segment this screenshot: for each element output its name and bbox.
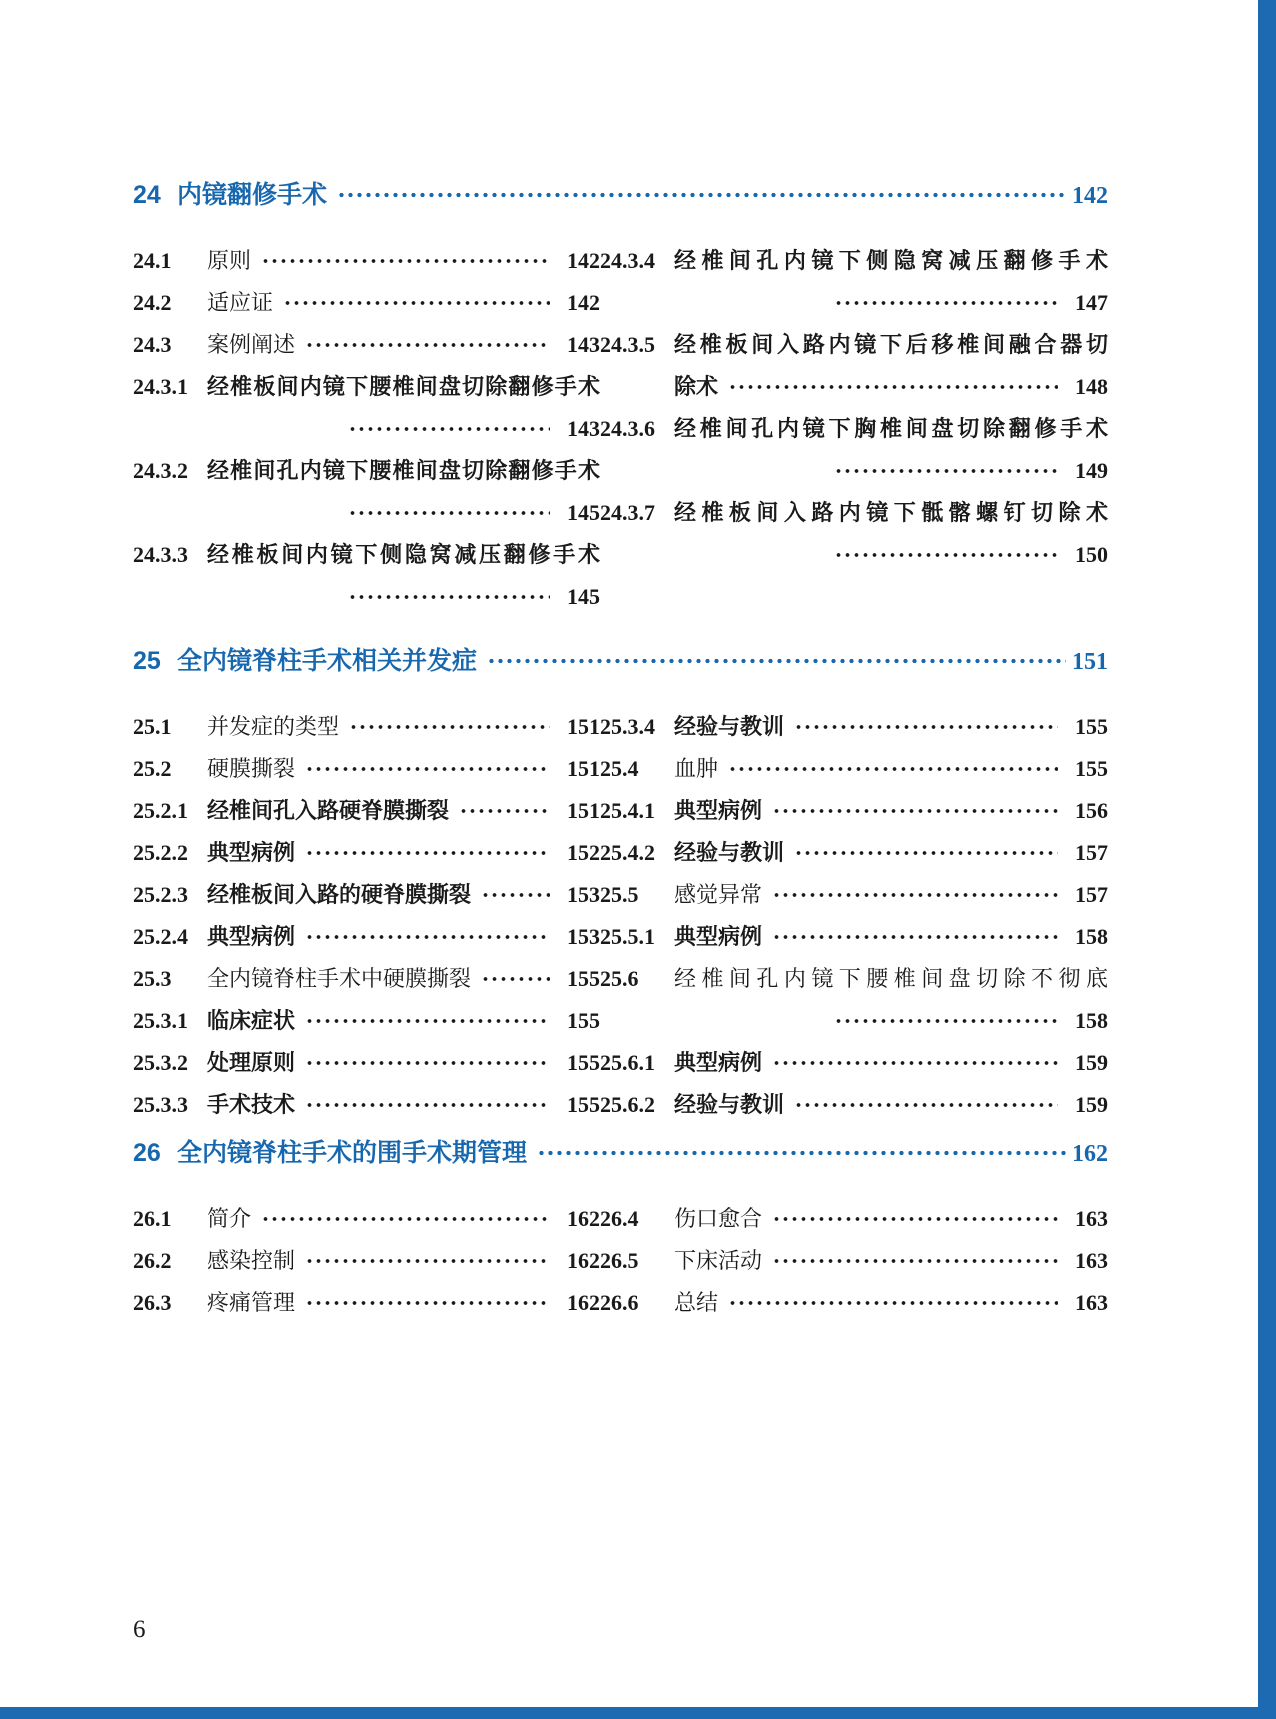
chapter-leader-dots (537, 1146, 1066, 1160)
leader-dots (305, 1297, 550, 1309)
leader-dots (305, 1015, 550, 1027)
entry-title: 经椎板间入路内镜下后移椎间融合器切 (674, 332, 1108, 357)
entry-page-number: 163 (1075, 1248, 1108, 1273)
toc-columns (133, 706, 1108, 1126)
entry-number: 25.2.4 (133, 924, 188, 949)
entry-page-number: 158 (1075, 924, 1108, 949)
toc-entry-continuation (600, 1000, 1108, 1042)
chapter-page-number: 162 (1072, 1141, 1108, 1167)
leader-dots (305, 1255, 550, 1267)
leader-dots (481, 973, 550, 985)
entry-page-number: 152 (567, 840, 600, 865)
leader-dots (794, 721, 1058, 733)
toc-column-left (133, 240, 600, 618)
entry-number: 25.3.3 (133, 1092, 188, 1117)
toc-chapter (133, 1136, 1108, 1324)
toc-entry (600, 706, 1108, 748)
entry-title: 经椎板间内镜下侧隐窝减压翻修手术 (207, 542, 600, 567)
toc-entry (600, 1198, 1108, 1240)
entry-title: 典型病例 (207, 840, 296, 865)
leader-dots (261, 1213, 550, 1225)
leader-dots (305, 931, 550, 943)
entry-page-number: 158 (1075, 1008, 1108, 1033)
toc-entry-continuation (600, 534, 1108, 576)
chapter-heading (133, 1136, 1108, 1170)
leader-dots (728, 381, 1058, 393)
toc-entry (133, 916, 600, 958)
entry-page-number: 159 (1075, 1092, 1108, 1117)
toc-entry (600, 492, 1108, 534)
entry-title: 疼痛管理 (207, 1290, 296, 1315)
entry-title: 处理原则 (207, 1050, 296, 1075)
toc-entry-continuation (133, 408, 600, 450)
toc-entry (600, 916, 1108, 958)
entry-page-number: 157 (1075, 840, 1108, 865)
entry-page-number: 155 (1075, 714, 1108, 739)
entry-title: 经椎板间内镜下腰椎间盘切除翻修手术 (207, 374, 600, 399)
entry-title: 案例阐述 (207, 332, 296, 357)
entry-title: 典型病例 (674, 1050, 763, 1075)
entry-page-number: 155 (567, 1008, 600, 1033)
toc-entry (600, 1042, 1108, 1084)
entry-number: 24.1 (133, 248, 172, 273)
entry-page-number: 142 (567, 248, 600, 273)
entry-page-number: 153 (567, 924, 600, 949)
leader-dots (794, 1099, 1058, 1111)
entry-title: 手术技术 (207, 1092, 296, 1117)
toc-entry (600, 240, 1108, 282)
entry-number: 26.1 (133, 1206, 172, 1231)
toc-entry-continuation (600, 450, 1108, 492)
leader-dots (728, 763, 1058, 775)
entry-title: 原则 (207, 248, 252, 273)
toc-entry (600, 324, 1108, 366)
chapter-number: 24 (133, 181, 161, 209)
toc-entry-continuation (133, 576, 600, 618)
entry-title: 下床活动 (674, 1248, 763, 1273)
table-of-contents (133, 178, 1108, 1324)
entry-number: 24.3.1 (133, 374, 188, 399)
entry-page-number: 162 (567, 1248, 600, 1273)
toc-column-right (600, 706, 1108, 1126)
entry-title: 经椎板间入路的硬脊膜撕裂 (207, 882, 472, 907)
entry-title: 总结 (674, 1290, 719, 1315)
entry-number: 24.3.7 (600, 500, 655, 525)
toc-entry (600, 1282, 1108, 1324)
entry-number: 24.3.6 (600, 416, 655, 441)
entry-title: 感觉异常 (674, 882, 763, 907)
toc-entry (600, 874, 1108, 916)
entry-title: 血肿 (674, 756, 719, 781)
page-number: 6 (133, 1616, 146, 1643)
entry-title: 经验与教训 (674, 1092, 785, 1117)
entry-page-number: 163 (1075, 1206, 1108, 1231)
entry-title: 典型病例 (674, 924, 763, 949)
leader-dots (728, 1297, 1058, 1309)
chapter-leader-dots (337, 188, 1066, 202)
leader-dots (261, 255, 550, 267)
toc-entry (133, 748, 600, 790)
toc-entry (600, 748, 1108, 790)
toc-entry-continuation (600, 366, 1108, 408)
leader-dots (772, 889, 1058, 901)
entry-page-number: 145 (567, 584, 600, 609)
toc-entry (133, 282, 600, 324)
toc-entry-continuation (600, 282, 1108, 324)
toc-entry (133, 706, 600, 748)
leader-dots (348, 507, 550, 519)
entry-number: 24.3.5 (600, 332, 655, 357)
entry-title: 简介 (207, 1206, 252, 1231)
leader-dots (348, 591, 550, 603)
entry-number: 25.5 (600, 882, 639, 907)
entry-title: 经验与教训 (674, 714, 785, 739)
leader-dots (772, 931, 1058, 943)
leader-dots (834, 549, 1058, 561)
leader-dots (834, 1015, 1058, 1027)
entry-title: 并发症的类型 (207, 714, 340, 739)
toc-entry (600, 1084, 1108, 1126)
toc-entry (133, 1198, 600, 1240)
entry-number: 25.4.2 (600, 840, 655, 865)
toc-entry (600, 832, 1108, 874)
leader-dots (834, 465, 1058, 477)
entry-page-number: 147 (1075, 290, 1108, 315)
toc-column-left (133, 706, 600, 1126)
chapter-number: 25 (133, 647, 161, 675)
leader-dots (348, 423, 550, 435)
leader-dots (772, 1057, 1058, 1069)
entry-number: 25.3.1 (133, 1008, 188, 1033)
leader-dots (305, 847, 550, 859)
entry-page-number: 155 (567, 1050, 600, 1075)
entry-number: 25.2.2 (133, 840, 188, 865)
entry-title: 适应证 (207, 290, 274, 315)
entry-number: 24.3.3 (133, 542, 188, 567)
entry-page-number: 155 (1075, 756, 1108, 781)
leader-dots (834, 297, 1058, 309)
entry-title-continued: 除术 (674, 374, 719, 399)
toc-entry (133, 958, 600, 1000)
leader-dots (305, 763, 550, 775)
entry-number: 25.2.3 (133, 882, 188, 907)
toc-column-right (600, 1198, 1108, 1324)
entry-page-number: 156 (1075, 798, 1108, 823)
toc-entry-continuation (133, 492, 600, 534)
chapter-number: 26 (133, 1139, 161, 1167)
entry-number: 25.6.2 (600, 1092, 655, 1117)
toc-entry (133, 324, 600, 366)
entry-title: 经椎间孔内镜下腰椎间盘切除翻修手术 (207, 458, 600, 483)
toc-entry (133, 240, 600, 282)
entry-title: 硬膜撕裂 (207, 756, 296, 781)
entry-page-number: 149 (1075, 458, 1108, 483)
toc-entry (133, 1000, 600, 1042)
entry-page-number: 155 (567, 966, 600, 991)
leader-dots (459, 805, 550, 817)
entry-title: 典型病例 (207, 924, 296, 949)
toc-entry (600, 790, 1108, 832)
toc-entry (133, 1240, 600, 1282)
entry-title: 典型病例 (674, 798, 763, 823)
toc-entry (133, 790, 600, 832)
toc-columns (133, 1198, 1108, 1324)
entry-page-number: 159 (1075, 1050, 1108, 1075)
entry-title: 伤口愈合 (674, 1206, 763, 1231)
entry-page-number: 142 (567, 290, 600, 315)
chapter-title: 全内镜脊柱手术的围手术期管理 (177, 1139, 528, 1167)
leader-dots (481, 889, 550, 901)
toc-entry (133, 1084, 600, 1126)
entry-page-number: 153 (567, 882, 600, 907)
leader-dots (283, 297, 550, 309)
chapter-heading (133, 178, 1108, 212)
entry-number: 26.3 (133, 1290, 172, 1315)
entry-number: 24.3.4 (600, 248, 655, 273)
chapter-title: 内镜翻修手术 (177, 181, 328, 209)
entry-page-number: 145 (567, 500, 600, 525)
entry-number: 25.6.1 (600, 1050, 655, 1075)
entry-number: 26.2 (133, 1248, 172, 1273)
entry-title: 临床症状 (207, 1008, 296, 1033)
toc-entry (600, 958, 1108, 1000)
toc-entry (133, 450, 600, 492)
leader-dots (772, 1255, 1058, 1267)
entry-title: 经椎间孔内镜下侧隐窝减压翻修手术 (674, 248, 1108, 273)
toc-entry (600, 408, 1108, 450)
entry-number: 24.3.2 (133, 458, 188, 483)
leader-dots (305, 1057, 550, 1069)
entry-number: 25.2.1 (133, 798, 188, 823)
entry-number: 26.6 (600, 1290, 639, 1315)
leader-dots (772, 805, 1058, 817)
toc-column-left (133, 1198, 600, 1324)
entry-number: 24.2 (133, 290, 172, 315)
toc-entry (133, 874, 600, 916)
leader-dots (772, 1213, 1058, 1225)
entry-number: 25.5.1 (600, 924, 655, 949)
entry-page-number: 151 (567, 756, 600, 781)
entry-number: 25.3.2 (133, 1050, 188, 1075)
entry-page-number: 143 (567, 332, 600, 357)
entry-number: 25.1 (133, 714, 172, 739)
entry-page-number: 151 (567, 714, 600, 739)
entry-title: 经验与教训 (674, 840, 785, 865)
entry-number: 25.3.4 (600, 714, 655, 739)
entry-page-number: 155 (567, 1092, 600, 1117)
entry-number: 25.4 (600, 756, 639, 781)
chapter-page-number: 151 (1072, 649, 1108, 675)
chapter-title: 全内镜脊柱手术相关并发症 (177, 647, 478, 675)
chapter-page-number: 142 (1072, 183, 1108, 209)
entry-number: 24.3 (133, 332, 172, 357)
entry-title: 经椎间孔内镜下胸椎间盘切除翻修手术 (674, 416, 1108, 441)
entry-title: 感染控制 (207, 1248, 296, 1273)
toc-entry (133, 366, 600, 408)
leader-dots (305, 1099, 550, 1111)
entry-page-number: 162 (567, 1206, 600, 1231)
entry-number: 26.5 (600, 1248, 639, 1273)
toc-entry (133, 832, 600, 874)
entry-number: 25.2 (133, 756, 172, 781)
leader-dots (305, 339, 550, 351)
entry-page-number: 163 (1075, 1290, 1108, 1315)
entry-number: 25.4.1 (600, 798, 655, 823)
leader-dots (349, 721, 550, 733)
entry-page-number: 143 (567, 416, 600, 441)
toc-entry (133, 1042, 600, 1084)
entry-number: 25.3 (133, 966, 172, 991)
right-border-bar (1258, 0, 1276, 1719)
entry-page-number: 148 (1075, 374, 1108, 399)
entry-page-number: 162 (567, 1290, 600, 1315)
leader-dots (794, 847, 1058, 859)
chapter-leader-dots (487, 654, 1066, 668)
entry-title: 全内镜脊柱手术中硬膜撕裂 (207, 966, 472, 991)
entry-number: 26.4 (600, 1206, 639, 1231)
entry-page-number: 150 (1075, 542, 1108, 567)
entry-page-number: 151 (567, 798, 600, 823)
entry-title: 经椎间孔内镜下腰椎间盘切除不彻底 (674, 966, 1108, 991)
toc-chapter (133, 644, 1108, 1126)
entry-title: 经椎板间入路内镜下骶髂螺钉切除术 (674, 500, 1108, 525)
toc-columns (133, 240, 1108, 618)
bottom-border-bar (0, 1707, 1276, 1719)
chapter-heading (133, 644, 1108, 678)
toc-entry (133, 1282, 600, 1324)
entry-page-number: 157 (1075, 882, 1108, 907)
entry-title: 经椎间孔入路硬脊膜撕裂 (207, 798, 450, 823)
entry-number: 25.6 (600, 966, 639, 991)
toc-chapter (133, 178, 1108, 618)
toc-entry (133, 534, 600, 576)
toc-entry (600, 1240, 1108, 1282)
toc-column-right (600, 240, 1108, 618)
